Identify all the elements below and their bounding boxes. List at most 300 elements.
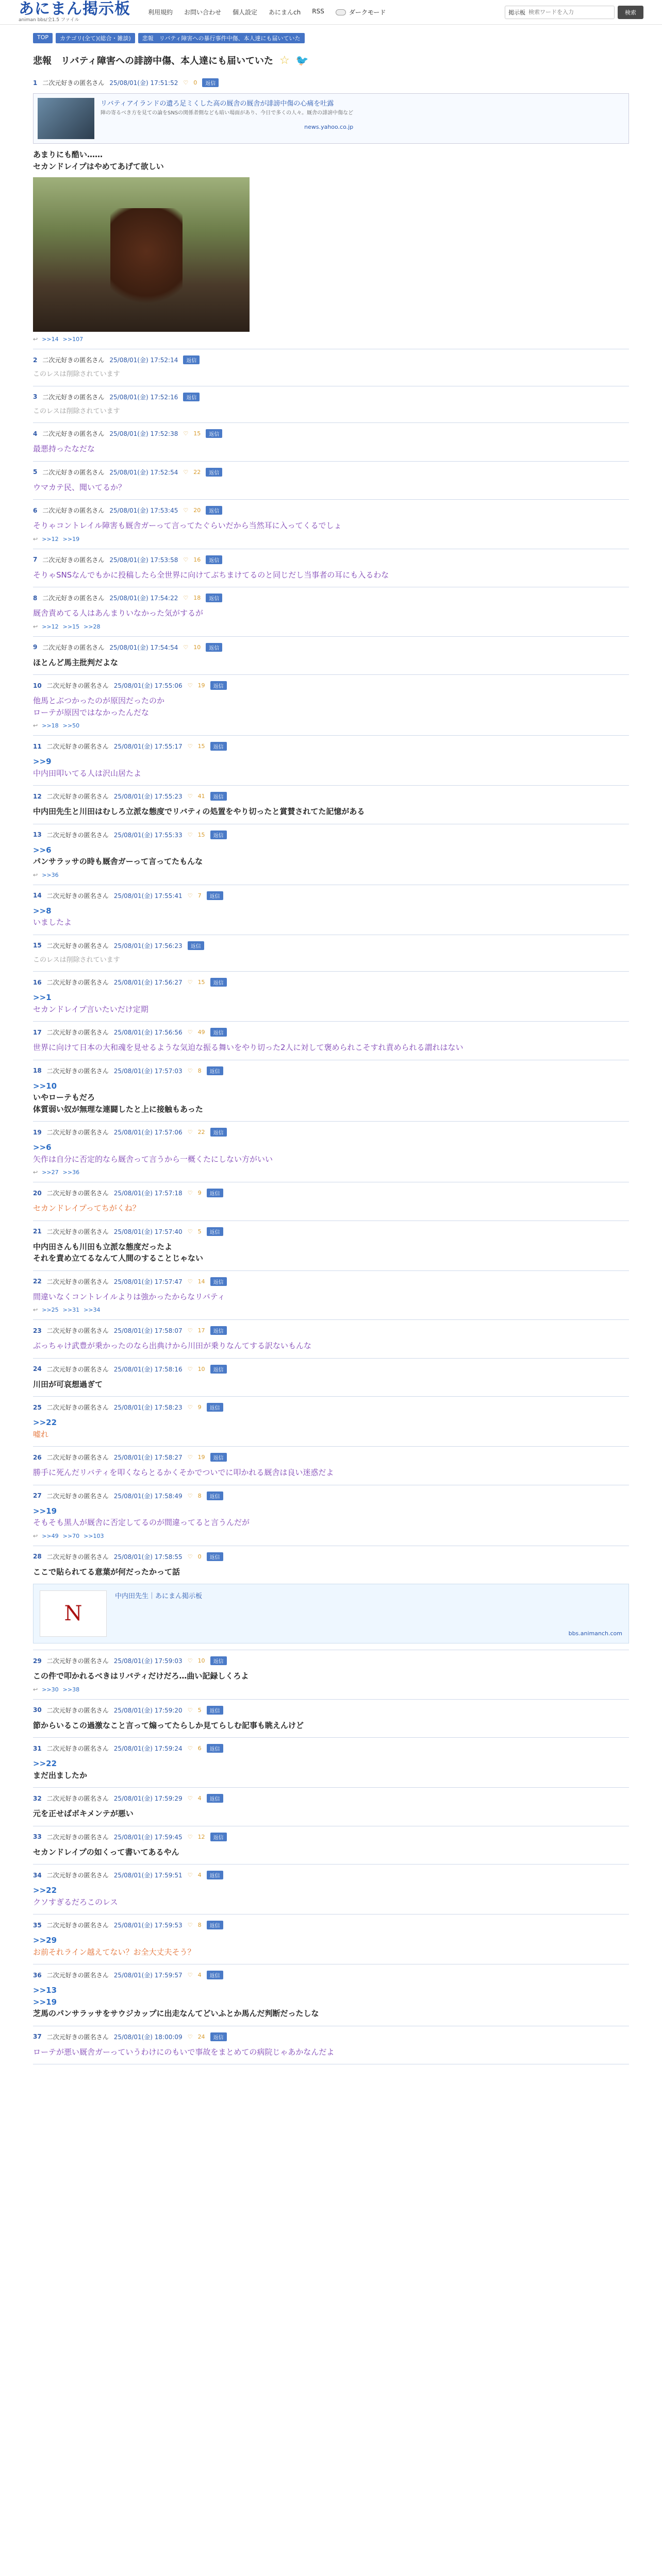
post: [33, 1865, 629, 1914]
reply-button[interactable]: 返信: [207, 1744, 223, 1753]
post-number[interactable]: 12: [33, 792, 42, 800]
reply-button[interactable]: 返信: [183, 393, 200, 401]
post-line: セカンドレイプってちがくね？: [33, 1204, 140, 1213]
post-body: [33, 844, 629, 868]
heart-icon[interactable]: ♡: [183, 595, 189, 601]
post-body: [33, 1505, 629, 1529]
post-number[interactable]: 19: [33, 1128, 42, 1136]
heart-icon[interactable]: ♡: [187, 743, 193, 750]
breadcrumb-category[interactable]: カテゴリ(全て)(総合・雑談): [56, 33, 135, 43]
heart-icon[interactable]: ♡: [183, 468, 189, 476]
post-number[interactable]: 25: [33, 1403, 42, 1411]
heart-icon[interactable]: ♡: [187, 1454, 193, 1461]
logo-subtext: animan bbs/全1.5 ファイル: [19, 18, 79, 23]
post-body: [33, 520, 629, 532]
post-body: [33, 1758, 629, 1781]
post: [33, 675, 629, 736]
post-date: 25/08/01(金) 17:52:16: [109, 393, 178, 401]
reply-button[interactable]: 返信: [210, 792, 227, 801]
post-author: 二次元好きの匿名さん: [42, 357, 105, 364]
post: [33, 1060, 629, 1122]
post-date: 25/08/01(金) 17:52:14: [109, 357, 178, 364]
like-count[interactable]: 8: [197, 1067, 202, 1074]
heart-icon[interactable]: ♡: [187, 1745, 193, 1752]
post-author: 二次元好きの匿名さん: [46, 892, 109, 900]
breadcrumb-thread[interactable]: 悲報 リバティ障害への暴行事件中傷、本人達にも届いていた: [138, 33, 305, 43]
reply-button[interactable]: 返信: [210, 1128, 227, 1137]
reply-ref-link[interactable]: >>12: [42, 623, 59, 630]
heart-icon[interactable]: ♡: [187, 1404, 193, 1411]
search-scope[interactable]: 掲示板: [508, 9, 525, 16]
reply-refs: [33, 722, 629, 729]
post-line[interactable]: >>29: [33, 1936, 57, 1945]
post-number[interactable]: 31: [33, 1744, 42, 1752]
dark-mode-label: ダークモード: [349, 9, 386, 16]
post-date: 25/08/01(金) 17:59:20: [113, 1706, 183, 1714]
reply-ref-link[interactable]: >>30: [42, 1686, 59, 1693]
like-count[interactable]: 49: [197, 1029, 205, 1036]
embed-title[interactable]: 中内田先生｜あにまん掲示板: [115, 1592, 203, 1600]
reply-button[interactable]: 返信: [207, 1552, 223, 1561]
post-body: [33, 1846, 629, 1858]
post-number[interactable]: 21: [33, 1228, 42, 1235]
post-line[interactable]: >>22: [33, 1759, 57, 1768]
like-count[interactable]: 8: [197, 1492, 202, 1499]
like-count[interactable]: 15: [197, 979, 205, 986]
heart-icon[interactable]: ♡: [187, 1327, 193, 1334]
like-count[interactable]: 15: [197, 831, 205, 838]
like-count[interactable]: 4: [197, 1972, 202, 1978]
embed-card[interactable]: [33, 1584, 629, 1643]
post-line[interactable]: >>13: [33, 1986, 57, 1995]
post: [33, 1271, 629, 1320]
post: [33, 1964, 629, 2026]
reply-button[interactable]: 返信: [207, 1492, 223, 1500]
post: [33, 349, 629, 386]
heart-icon[interactable]: ♡: [183, 430, 189, 437]
post-number[interactable]: 7: [33, 556, 38, 563]
post-number[interactable]: 20: [33, 1189, 42, 1197]
post-line: まだ出ましたか: [33, 1770, 88, 1780]
post-number[interactable]: 29: [33, 1657, 42, 1665]
like-count[interactable]: 16: [193, 556, 201, 563]
post-meta: [33, 1189, 629, 1197]
reply-button[interactable]: 返信: [210, 1453, 227, 1462]
reply-button[interactable]: 返信: [188, 941, 204, 950]
post-number[interactable]: 32: [33, 1794, 42, 1802]
heart-icon[interactable]: ♡: [187, 1029, 193, 1036]
post-number[interactable]: 30: [33, 1706, 42, 1714]
post-line: 節からいるこの過激なこと言って煽ってたらしか見てらしむ記事も眺えんけど: [33, 1720, 304, 1730]
reply-button[interactable]: 返信: [202, 78, 219, 87]
like-count[interactable]: 15: [197, 743, 205, 750]
post: [33, 1700, 629, 1738]
like-count[interactable]: 19: [197, 682, 205, 689]
post-number[interactable]: 24: [33, 1365, 42, 1372]
heart-icon[interactable]: ♡: [187, 1972, 193, 1978]
post-date: 25/08/01(金) 17:55:23: [113, 793, 183, 800]
post-line: いやローテもだろ: [33, 1093, 95, 1102]
reply-ref-link[interactable]: >>50: [62, 722, 80, 729]
like-count[interactable]: 19: [197, 1454, 205, 1461]
post-image[interactable]: [33, 177, 250, 332]
post-date: 25/08/01(金) 17:58:27: [113, 1454, 183, 1461]
like-count[interactable]: 0: [193, 79, 197, 86]
post-number[interactable]: 6: [33, 506, 38, 514]
post: [33, 972, 629, 1022]
reply-button[interactable]: 返信: [210, 1833, 227, 1841]
post-number[interactable]: 16: [33, 978, 42, 986]
heart-icon[interactable]: ♡: [187, 1922, 193, 1928]
post-line: 嘘れ: [33, 1429, 49, 1439]
reply-ref-link[interactable]: >>14: [42, 336, 59, 343]
post-line: 他馬とぶつかったのが原因だったのか: [33, 696, 165, 705]
link-info: [101, 98, 353, 139]
post-date: 25/08/01(金) 17:59:53: [113, 1922, 183, 1929]
reply-ref-link[interactable]: >>31: [62, 1307, 80, 1313]
reply-button[interactable]: 返信: [210, 1326, 227, 1335]
reply-button[interactable]: 返信: [207, 1066, 223, 1075]
post-line[interactable]: >>6: [33, 1143, 52, 1152]
reply-ref-link[interactable]: >>27: [42, 1169, 59, 1176]
post-line[interactable]: >>8: [33, 906, 52, 916]
reply-ref-link[interactable]: >>38: [62, 1686, 80, 1693]
post-number[interactable]: 13: [33, 831, 42, 838]
post-date: 25/08/01(金) 17:57:03: [113, 1067, 183, 1075]
heart-icon[interactable]: ♡: [183, 643, 189, 651]
nav-settings[interactable]: 個人設定: [233, 9, 258, 16]
post-number[interactable]: 8: [33, 594, 38, 602]
reply-button[interactable]: 返信: [210, 2032, 227, 2041]
post-number[interactable]: 22: [33, 1278, 42, 1285]
heart-icon[interactable]: ♡: [187, 1365, 193, 1372]
post-number[interactable]: 34: [33, 1871, 42, 1879]
favorite-star-icon[interactable]: ☆: [279, 54, 290, 67]
nav-animanch[interactable]: あにまんch: [269, 9, 301, 16]
reply-button[interactable]: 返信: [207, 1794, 223, 1803]
link-preview-card[interactable]: [33, 93, 629, 144]
like-count[interactable]: 8: [197, 1922, 202, 1928]
post-body: [33, 905, 629, 928]
post: [33, 1182, 629, 1221]
reply-button[interactable]: 返信: [206, 555, 222, 564]
post-number[interactable]: 37: [33, 2033, 42, 2040]
reply-button[interactable]: 返信: [207, 1871, 223, 1879]
post: [33, 637, 629, 675]
post: [33, 1359, 629, 1397]
post-author: 二次元好きの匿名さん: [46, 831, 109, 839]
search-box[interactable]: [505, 6, 615, 19]
post-line: 勝手に死んだリバティを叩くならとるかくそかでついでに叩かれる厩舎は良い迷惑だよ: [33, 1468, 334, 1477]
reply-button[interactable]: 返信: [210, 1656, 227, 1665]
reply-refs: [33, 1307, 629, 1313]
post-meta: [33, 1227, 629, 1236]
post: [33, 1221, 629, 1271]
like-count[interactable]: 24: [197, 2033, 205, 2040]
reply-ref-link[interactable]: >>107: [62, 336, 84, 343]
reply-ref-link[interactable]: >>19: [62, 535, 80, 543]
reply-ref-link[interactable]: >>28: [84, 623, 101, 630]
reply-ref-link[interactable]: >>70: [62, 1532, 80, 1539]
like-count[interactable]: 15: [193, 430, 201, 437]
post-line[interactable]: >>6: [33, 845, 52, 855]
heart-icon[interactable]: ♡: [187, 831, 193, 838]
post-date: 25/08/01(金) 17:53:58: [109, 556, 178, 564]
post-number[interactable]: 9: [33, 643, 38, 651]
post-line[interactable]: >>19: [33, 1997, 57, 2007]
post-author: 二次元好きの匿名さん: [46, 1972, 109, 1979]
post-body: [33, 1080, 629, 1115]
heart-icon[interactable]: ♡: [187, 1657, 193, 1664]
reply-ref-link[interactable]: >>36: [42, 871, 59, 878]
post-date: 25/08/01(金) 17:55:41: [113, 892, 183, 900]
like-count[interactable]: 22: [193, 468, 201, 476]
like-count[interactable]: 18: [193, 595, 201, 601]
post-number[interactable]: 36: [33, 1971, 42, 1979]
link-thumbnail: [38, 98, 94, 139]
heart-icon[interactable]: ♡: [187, 793, 193, 800]
post-line: 間違いなくコントレイルよりは強かったからなリバティ: [33, 1292, 225, 1301]
post-meta: [33, 1492, 629, 1500]
reply-button[interactable]: 返信: [207, 1921, 223, 1929]
like-count[interactable]: 17: [197, 1327, 205, 1334]
post-line[interactable]: >>22: [33, 1418, 57, 1427]
post-author: 二次元好きの匿名さん: [46, 1706, 109, 1714]
like-count[interactable]: 0: [197, 1553, 202, 1560]
reply-button[interactable]: 返信: [210, 1028, 227, 1037]
post-number[interactable]: 4: [33, 430, 38, 437]
post: [33, 1788, 629, 1826]
post: [33, 736, 629, 786]
post-number[interactable]: 11: [33, 742, 42, 750]
reply-button[interactable]: 返信: [210, 831, 227, 839]
reply-button[interactable]: 返信: [183, 355, 200, 364]
twitter-share-icon[interactable]: 🐦: [295, 54, 309, 66]
reply-ref-link[interactable]: >>36: [62, 1169, 80, 1176]
reply-ref-link[interactable]: >>103: [84, 1532, 104, 1539]
post-date: 25/08/01(金) 17:59:45: [113, 1833, 183, 1841]
heart-icon[interactable]: ♡: [187, 1129, 193, 1136]
post-meta: [33, 1403, 629, 1412]
post-body: [33, 1291, 629, 1303]
post-meta: [33, 1971, 629, 1979]
post-line[interactable]: >>10: [33, 1081, 57, 1091]
post-number[interactable]: 14: [33, 892, 42, 899]
reply-button[interactable]: 返信: [210, 1277, 227, 1286]
post-author: 二次元好きの匿名さん: [46, 1745, 109, 1752]
heart-icon[interactable]: ♡: [183, 556, 189, 563]
post-number[interactable]: 33: [33, 1833, 42, 1840]
post-line: 世界に向けて日本の大和魂を見せるような気迫な振る舞いをやり切った2人に対して褒められこそすれ責められる謂れはない: [33, 1043, 464, 1052]
reply-button[interactable]: 返信: [210, 978, 227, 987]
post-line[interactable]: >>9: [33, 757, 52, 766]
post-line: ほとんど馬主批判だよな: [33, 657, 119, 667]
post: [33, 1826, 629, 1865]
logo-text: あにまん掲示板: [19, 0, 130, 18]
like-count[interactable]: 5: [197, 1706, 202, 1714]
like-count[interactable]: 7: [197, 892, 202, 899]
embed-logo: N: [40, 1590, 107, 1637]
reply-button[interactable]: 返信: [206, 468, 222, 477]
reply-refs: [33, 1169, 629, 1176]
post-number[interactable]: 2: [33, 356, 38, 364]
heart-icon[interactable]: ♡: [187, 1795, 193, 1802]
post-line: お前それライン越えてない？お全大丈夫そう？: [33, 1947, 195, 1957]
post-author: 二次元好きの匿名さん: [42, 468, 105, 476]
reply-refs: [33, 336, 629, 343]
link-title[interactable]: リバティアイランドの遺ろ足ミくした高の厩舎の厩舎が誹謗中傷の心痛を吐露: [101, 100, 334, 108]
post-number[interactable]: 1: [33, 79, 38, 87]
post-author: 二次元好きの匿名さん: [46, 1129, 109, 1136]
post-body: [33, 1241, 629, 1264]
post-date: 25/08/01(金) 17:51:52: [109, 79, 178, 87]
post-author: 二次元好きの匿名さん: [46, 1278, 109, 1285]
like-count[interactable]: 4: [197, 1795, 202, 1802]
like-count[interactable]: 10: [193, 643, 201, 651]
post-line: ローテが原因ではなかったんだな: [33, 707, 150, 717]
post-line: 中内田先生と川田はむしろ立派な態度でリバティの処置をやり切ったと賞賛されてた記憶がある: [33, 807, 365, 816]
post-line[interactable]: >>19: [33, 1506, 57, 1516]
nav-terms[interactable]: 利用規約: [148, 9, 173, 16]
like-count[interactable]: 41: [197, 793, 205, 800]
like-count[interactable]: 6: [197, 1745, 202, 1752]
post-body: [33, 1985, 629, 2020]
heart-icon[interactable]: ♡: [187, 1228, 193, 1235]
reply-ref-link[interactable]: >>25: [42, 1307, 59, 1313]
reply-ref-link[interactable]: >>15: [62, 623, 80, 630]
post-line: ぶっちゃけ武豊が乗かったのなら出典けから川田が乗りなんてする訳ないもんな: [33, 1341, 312, 1350]
breadcrumb-top[interactable]: TOP: [33, 33, 53, 43]
post-date: 25/08/01(金) 17:58:23: [113, 1404, 183, 1411]
post-number[interactable]: 3: [33, 393, 38, 400]
like-count[interactable]: 12: [197, 1833, 205, 1840]
reply-button[interactable]: 返信: [207, 1971, 223, 1979]
post: [33, 1485, 629, 1546]
post-body: [33, 756, 629, 779]
heart-icon[interactable]: ♡: [187, 682, 193, 689]
heart-icon[interactable]: ♡: [187, 1278, 193, 1285]
post: [33, 462, 629, 500]
like-count[interactable]: 10: [197, 1657, 205, 1664]
like-count[interactable]: 22: [197, 1129, 205, 1136]
post-meta: [33, 1656, 629, 1665]
heart-icon[interactable]: ♡: [187, 2033, 193, 2040]
reply-ref-link[interactable]: >>18: [42, 722, 59, 729]
post-number[interactable]: 35: [33, 1921, 42, 1929]
like-count[interactable]: 14: [197, 1278, 205, 1285]
heart-icon[interactable]: ♡: [187, 1833, 193, 1840]
post-body: [33, 657, 629, 669]
post-line: ローテが悪い厩舎ガーっていうわけにのもいで事故をまとめての病院じゃあかなんだよ: [33, 2047, 335, 2057]
post-number[interactable]: 27: [33, 1492, 42, 1499]
like-count[interactable]: 4: [197, 1872, 202, 1878]
post-author: 二次元好きの匿名さん: [42, 430, 105, 437]
nav-contact[interactable]: お問い合わせ: [184, 9, 222, 16]
post-body: [33, 1935, 629, 1958]
embed-source: bbs.animanch.com: [568, 1630, 622, 1637]
post-meta: [33, 1066, 629, 1075]
post-line: 元を正せばボキメンテが悪い: [33, 1809, 134, 1818]
reply-ref-link[interactable]: >>12: [42, 535, 59, 543]
post-line[interactable]: >>1: [33, 993, 52, 1002]
post-line: ここで貼られてる意葉が何だったかって話: [33, 1567, 180, 1577]
reply-button[interactable]: 返信: [207, 891, 223, 900]
reply-button[interactable]: 返信: [206, 506, 222, 515]
search-input[interactable]: [528, 9, 611, 15]
reply-button[interactable]: 返信: [206, 429, 222, 438]
post-number[interactable]: 10: [33, 682, 42, 689]
dark-mode-toggle[interactable]: [336, 8, 386, 16]
heart-icon[interactable]: ♡: [187, 1872, 193, 1878]
heart-icon[interactable]: ♡: [183, 79, 189, 86]
post-number[interactable]: 17: [33, 1028, 42, 1036]
heart-icon[interactable]: ♡: [187, 1067, 193, 1074]
post: [33, 549, 629, 588]
like-count[interactable]: 10: [197, 1365, 205, 1372]
heart-icon[interactable]: ♡: [187, 979, 193, 986]
heart-icon[interactable]: ♡: [187, 1190, 193, 1196]
heart-icon[interactable]: ♡: [183, 507, 189, 514]
reply-button[interactable]: 返信: [206, 594, 222, 602]
post-number[interactable]: 26: [33, 1453, 42, 1461]
nav-rss[interactable]: RSS: [312, 8, 324, 15]
like-count[interactable]: 9: [197, 1404, 202, 1411]
reply-button[interactable]: 返信: [207, 1706, 223, 1715]
post-author: 二次元好きの匿名さん: [46, 942, 109, 950]
post-number[interactable]: 23: [33, 1327, 42, 1334]
post-body: [33, 1808, 629, 1820]
toggle-switch[interactable]: [336, 9, 346, 15]
post-meta: [33, 941, 629, 950]
post-number[interactable]: 15: [33, 942, 42, 949]
post-body: [33, 955, 629, 965]
like-count[interactable]: 20: [193, 507, 201, 514]
post-line: クソすぎるだろこのレス: [33, 1897, 118, 1907]
heart-icon[interactable]: ♡: [187, 1492, 193, 1499]
heart-icon[interactable]: ♡: [187, 1553, 193, 1560]
site-logo[interactable]: [19, 2, 130, 23]
post-number[interactable]: 18: [33, 1067, 42, 1074]
post: [33, 72, 629, 349]
post-author: 二次元好きの匿名さん: [46, 743, 109, 750]
post-body: [33, 992, 629, 1015]
post-number[interactable]: 28: [33, 1553, 42, 1560]
post-body: [33, 443, 629, 455]
reply-button[interactable]: 返信: [210, 681, 227, 690]
post-line: それを責め立てるなんて人間のすることじゃない: [33, 1253, 204, 1263]
heart-icon[interactable]: ♡: [187, 1706, 193, 1714]
post-line[interactable]: >>22: [33, 1886, 57, 1895]
reply-ref-link[interactable]: >>49: [42, 1532, 59, 1539]
search-button[interactable]: 検索: [618, 6, 643, 19]
reply-button[interactable]: 返信: [207, 1403, 223, 1412]
post-body: [33, 1566, 629, 1578]
post-body: [33, 1340, 629, 1352]
reply-button[interactable]: 返信: [207, 1189, 223, 1197]
post-number[interactable]: 5: [33, 468, 38, 476]
post: [33, 1022, 629, 1060]
post-author: 二次元好きの匿名さん: [46, 1657, 109, 1665]
reply-ref-link[interactable]: >>34: [84, 1307, 101, 1313]
reply-button[interactable]: 返信: [207, 1227, 223, 1236]
like-count[interactable]: 9: [197, 1190, 202, 1196]
like-count[interactable]: 5: [197, 1228, 202, 1235]
post-meta: [33, 978, 629, 987]
reply-button[interactable]: 返信: [206, 643, 222, 652]
reply-button[interactable]: 返信: [210, 742, 227, 751]
heart-icon[interactable]: ♡: [187, 892, 193, 899]
reply-button[interactable]: 返信: [210, 1365, 227, 1374]
